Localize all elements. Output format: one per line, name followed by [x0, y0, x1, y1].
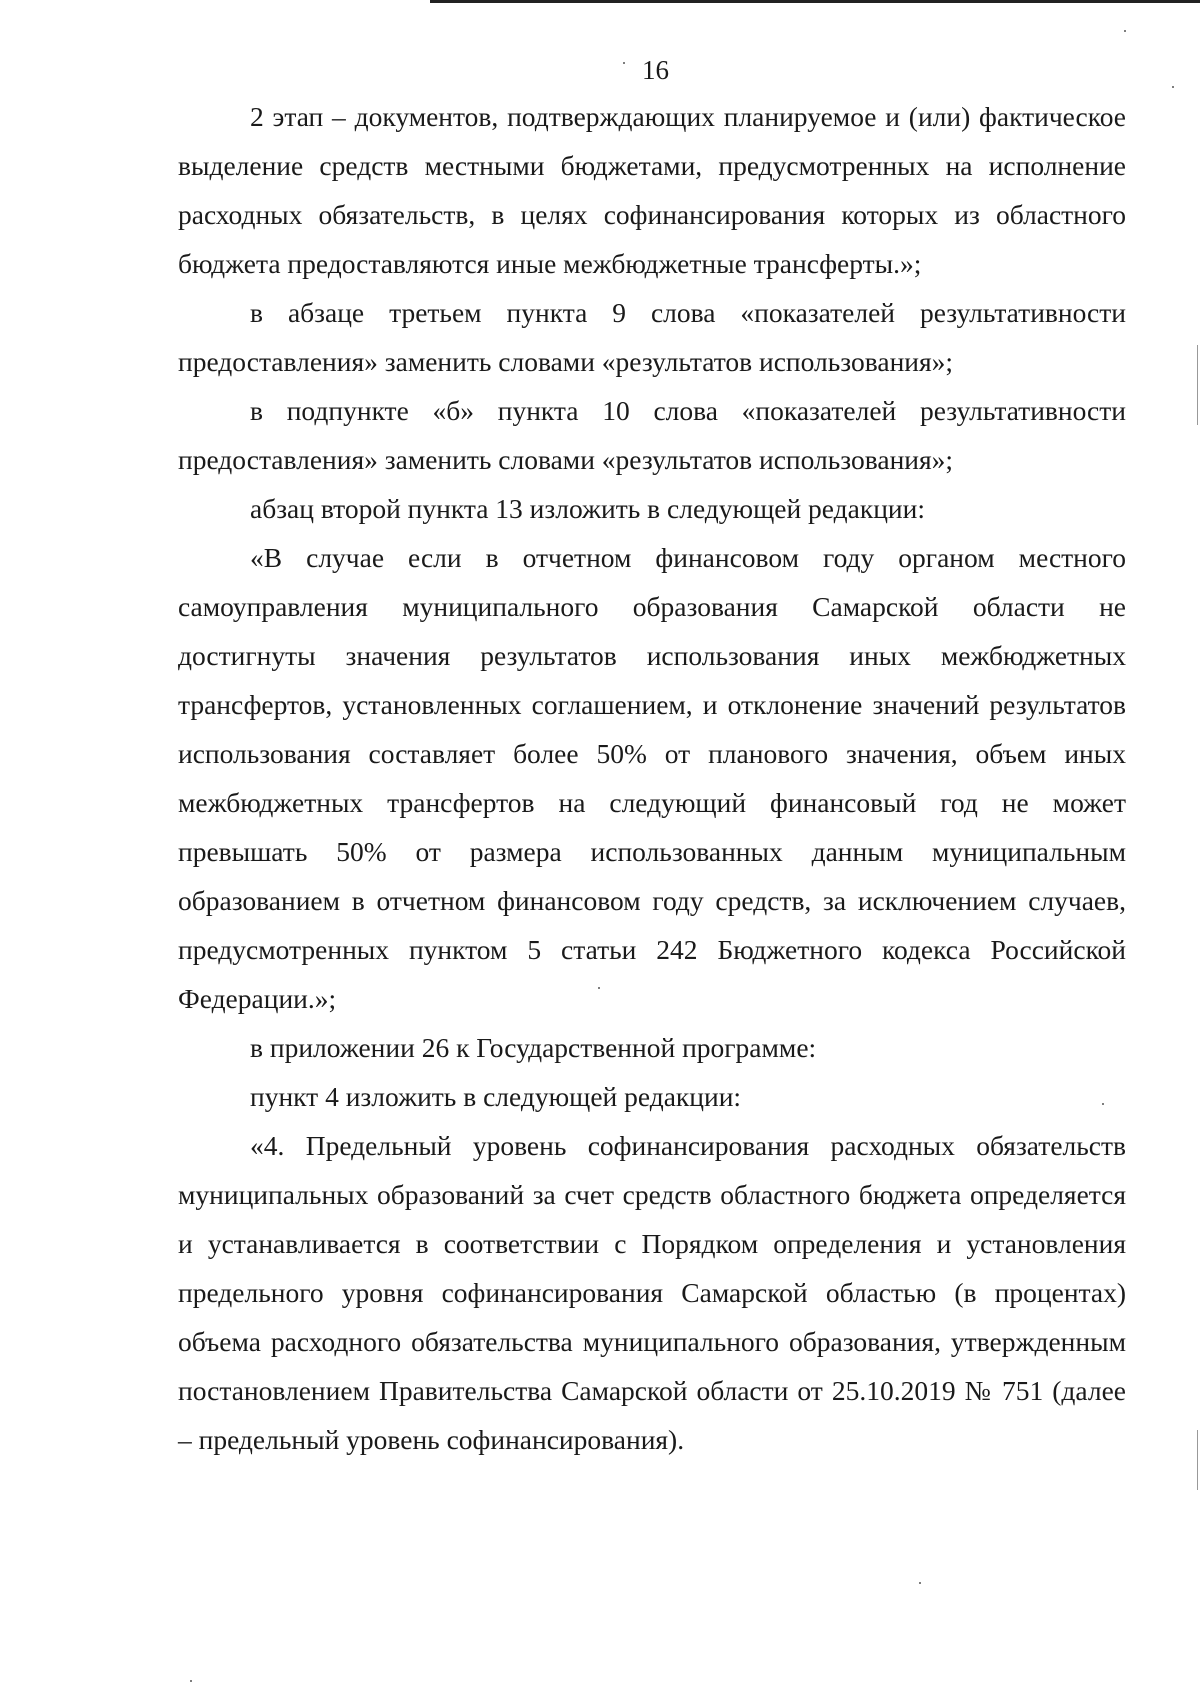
paragraph-point-10: в подпункте «б» пункта 10 слова «показателей результативности предоставления» заменить словами «результатов использования»;	[178, 395, 1126, 475]
paragraph-point-13-text: «В случае если в отчетном финансовом году органом местного самоуправления муниципального образования Самарской области не достигнуты значения результатов использования иных межбюджетных трансфертов, установленных соглашением, и отклонение значений результатов использования составляет более 50% от планового значения, объем иных межбюджетных трансфертов на следующий финансовый год не может превышать 50% от размера использованных данным муниципальным образованием в отчетном финансовом году средств, за исключением случаев, предусмотренных пунктом 5 статьи 242 Бюджетного кодекса Российской Федерации.»;	[178, 542, 1126, 1014]
paragraph-stage-2: 2 этап – документов, подтверждающих планируемое и (или) фактическое выделение средств местными бюджетами, предусмотренных на исполнение расходных обязательств, в целях софинансирования которых из областного бюджета предоставляются иные межбюджетные трансферты.»;	[178, 101, 1126, 279]
page-number: 16	[642, 55, 669, 85]
scan-edge-mark	[1197, 1430, 1198, 1490]
scan-speck	[598, 987, 600, 989]
scan-speck	[1172, 86, 1174, 88]
scan-speck	[623, 62, 625, 64]
paragraph-point-13-intro: абзац второй пункта 13 изложить в следующей редакции:	[250, 493, 925, 524]
scan-speck	[919, 1582, 921, 1584]
scan-speck	[190, 1680, 192, 1682]
scan-speck	[1124, 30, 1126, 32]
paragraph-point-4-text: «4. Предельный уровень софинансирования расходных обязательств муниципальных образований за счет средств областного бюджета определяется и устанавливается в соответствии с Порядком определения и установления предельного уровня софинансирования Самарской областью (в процентах) объема расходного обязательства муниципального образования, утвержденным постановлением Правительства Самарской области от 25.10.2019 № 751 (далее – предельный уровень софинансирования).	[178, 1130, 1126, 1455]
paragraph-point-9: в абзаце третьем пункта 9 слова «показателей результативности предоставления» заменить словами «результатов использования»;	[178, 297, 1126, 377]
scan-speck	[1102, 1103, 1104, 1105]
top-border-line	[430, 0, 1200, 3]
paragraph-point-4-intro: пункт 4 изложить в следующей редакции:	[250, 1081, 742, 1112]
document-body	[178, 92, 1126, 1464]
paragraph-appendix-26: в приложении 26 к Государственной программе:	[250, 1032, 817, 1063]
scan-edge-mark	[1197, 345, 1198, 425]
